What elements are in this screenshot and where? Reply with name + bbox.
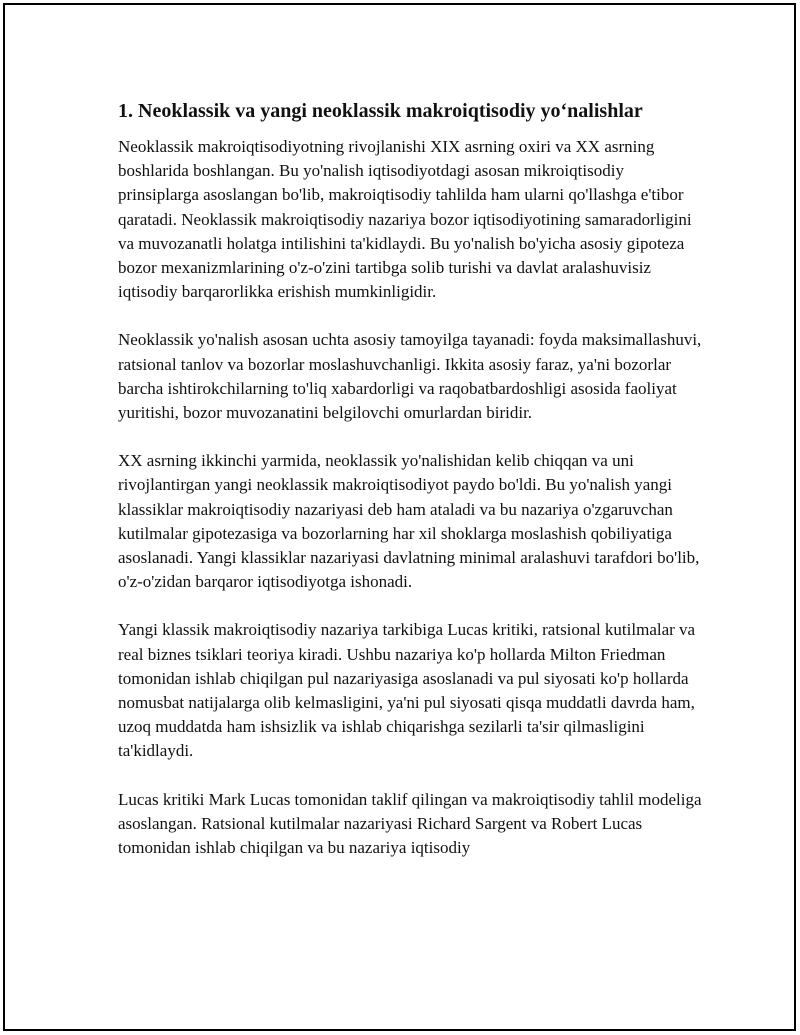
paragraph-1: Neoklassik makroiqtisodiyotning rivojlanishi XIX asrning oxiri va XX asrning boshlarida boshlangan. Bu yo'nalish iqtisodiyotdagi asosan mikroiqtisodiy prinsiplarga asoslangan bo'lib, makroiqtisodiy tahlilda ham ularni qo'llashga e'tibor qaratadi. Neoklassik makroiqtisodiy nazariya bozor iqtisodiyotining samaradorligini va muvozanatli holatga intilishini ta'kidlaydi. Bu yo'nalish bo'yicha asosiy gipoteza bozor mexanizmlarining o'z-o'zini tartibga solib turishi va davlat aralashuvisiz iqtisodiy barqarorlikka erishish mumkinligidir. xyxy=(118,137,692,302)
paragraph-2: Neoklassik yo'nalish asosan uchta asosiy tamoyilga tayanadi: foyda maksimallashuvi, ratsional tanlov va bozorlar moslashuvchanligi. Ikkita asosiy faraz, ya'ni bozorlar barcha ishtirokchilarning to'liq xabardorligi va raqobatbardoshligi asosida faoliyat yuritishi, bozor muvozanatini belgilovchi omurlardan biridir. xyxy=(118,330,702,423)
paragraph-5: Lucas kritiki Mark Lucas tomonidan taklif qilingan va makroiqtisodiy tahlil modeliga asoslangan. Ratsional kutilmalar nazariyasi Richard Sargent va Robert Lucas tomonidan ishlab chiqilgan va bu nazariya iqtisodiy xyxy=(118,789,702,858)
document-page xyxy=(3,3,796,1031)
section-heading: 1. Neoklassik va yangi neoklassik makroiqtisodiy yo‘nalishlar xyxy=(118,100,643,122)
paragraph-3: XX asrning ikkinchi yarmida, neoklassik yo'nalishidan kelib chiqqan va uni rivojlantirgan yangi neoklassik makroiqtisodiyot paydo bo'ldi. Bu yo'nalish yangi klassiklar makroiqtisodiy nazariyasi deb ham ataladi va bu nazariya o'zgaruvchan kutilmalar gipotezasiga va bozorlarning har xil shoklarga moslashish qobiliyatiga asoslanadi. Yangi klassiklar nazariyasi davlatning minimal aralashuvi tarafdori bo'lib, o'z-o'zidan barqaror iqtisodiyotga ishonadi. xyxy=(118,451,700,592)
document-body xyxy=(118,97,708,884)
paragraph-4: Yangi klassik makroiqtisodiy nazariya tarkibiga Lucas kritiki, ratsional kutilmalar va real biznes tsiklari teoriya kiradi. Ushbu nazariya ko'p hollarda Milton Friedman tomonidan ishlab chiqilgan pul nazariyasiga asoslanadi va pul siyosati ko'p hollarda nomusbat natijalarga olib kelmasligini, ya'ni pul siyosati qisqa muddatli davrda ham, uzoq muddatda ham ishsizlik va ishlab chiqarishga sezilarli ta'sir qilmasligini ta'kidlaydi. xyxy=(118,620,696,761)
